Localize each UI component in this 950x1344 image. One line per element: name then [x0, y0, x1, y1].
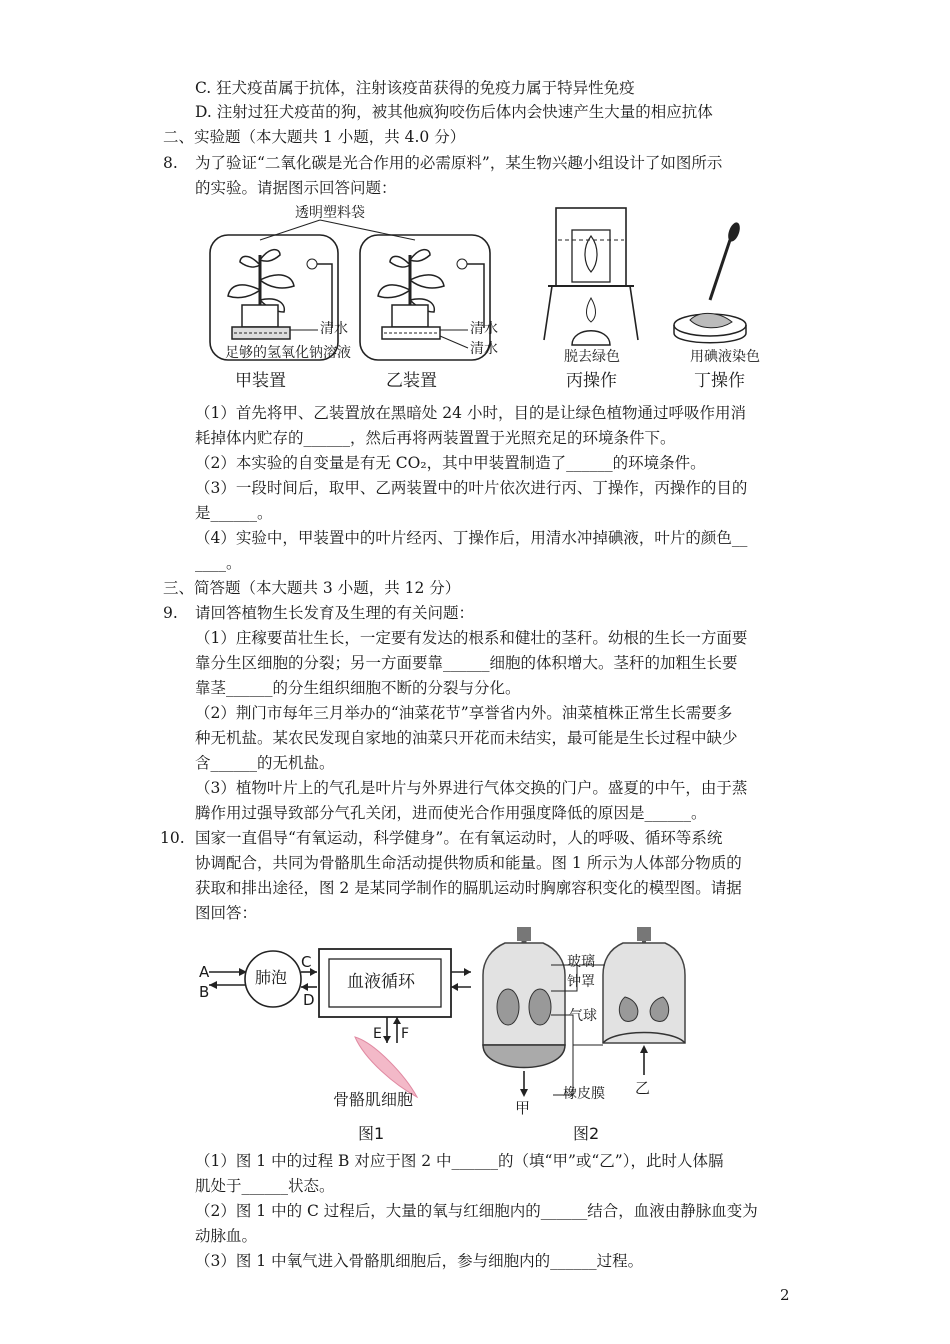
section-2-heading: 二、实验题（本大题共 1 小题，共 4.0 分） [163, 128, 466, 146]
q9-part2-cont2: 含______的无机盐。 [195, 754, 335, 772]
rubber-label: 橡皮膜 [563, 1086, 605, 1102]
water-label-3: 清水 [470, 341, 498, 357]
question-10-stem: 国家一直倡导“有氧运动，科学健身”。在有氧运动时，人的呼吸、循环等系统 [195, 829, 723, 847]
question-10-stem-cont3: 图回答： [195, 904, 258, 922]
figure-1-diagram [209, 949, 471, 1097]
question-9-number: 9. [163, 604, 178, 622]
q10-part1-cont: 肌处于______状态。 [195, 1177, 335, 1195]
bing-operation [544, 208, 638, 345]
glass-label-1: 玻璃 [567, 954, 595, 970]
circulation-label: 血液循环 [347, 972, 415, 992]
q8-part2: （2）本实验的自变量是有无 CO₂，其中甲装置制造了______的环境条件。 [195, 454, 706, 472]
bag-label: 透明塑料袋 [295, 205, 365, 221]
q9-part1-cont1: 靠分生区细胞的分裂；另一方面要靠______细胞的体积增大。茎秆的加粗生长要 [195, 654, 738, 672]
question-8-number: 8. [163, 154, 178, 172]
q10-part2: （2）图 1 中的 C 过程后，大量的氧与红细胞内的______结合，血液由静脉血变为 [195, 1202, 758, 1220]
water-label-2: 清水 [470, 321, 498, 337]
q9-part3-cont: 腾作用过强导致部分气孔关闭，进而使光合作用强度降低的原因是______。 [195, 804, 707, 822]
figure-1-caption: 图1 [358, 1124, 385, 1143]
option-d: D. 注射过狂犬疫苗的狗，被其他疯狗咬伤后体内会快速产生大量的相应抗体 [195, 103, 713, 121]
label-b: B [199, 983, 210, 1001]
q10-part3: （3）图 1 中氧气进入骨骼肌细胞后，参与细胞内的______过程。 [195, 1252, 644, 1270]
caption-jia: 甲装置 [235, 371, 286, 391]
question-10-number: 10. [160, 829, 185, 847]
label-c: C [301, 953, 312, 971]
q8-part1-cont: 耗掉体内贮存的______，然后再将两装置置于光照充足的环境条件下。 [195, 429, 676, 447]
ding-operation [674, 221, 746, 343]
balloon-label: 气球 [569, 1008, 597, 1024]
section-3-heading: 三、简答题（本大题共 3 小题，共 12 分） [163, 579, 461, 597]
water-label-1: 清水 [320, 321, 348, 337]
label-d: D [303, 991, 315, 1009]
q8-part3-cont: 是______。 [195, 504, 273, 522]
q9-part1-cont2: 靠茎______的分生组织细胞不断的分裂与分化。 [195, 679, 521, 697]
label-f: F [401, 1026, 410, 1042]
label-yi: 乙 [635, 1079, 651, 1097]
caption-yi: 乙装置 [386, 371, 437, 391]
q9-part2-cont1: 种无机盐。某农民发现自家地的油菜只开花而未结实，最可能是生长过程中缺少 [195, 729, 738, 747]
q8-part3: （3）一段时间后，取甲、乙两装置中的叶片依次进行丙、丁操作，丙操作的目的 [195, 479, 748, 497]
question-8-stem-cont: 的实验。请据图示回答问题： [195, 179, 397, 197]
figure-2-caption: 图2 [573, 1124, 600, 1143]
q8-part4: （4）实验中，甲装置中的叶片经丙、丁操作后，用清水冲掉碘液，叶片的颜色__ [195, 529, 748, 547]
q10-part1: （1）图 1 中的过程 B 对应于图 2 中______的（填“甲”或“乙”），此时人体膈 [195, 1152, 724, 1170]
q8-part4-cont: ____。 [195, 554, 242, 572]
caption-bing: 丙操作 [566, 371, 617, 391]
option-c: C. 狂犬疫苗属于抗体，注射该疫苗获得的免疫力属于特异性免疫 [195, 79, 635, 97]
label-jia: 甲 [515, 1099, 531, 1117]
page-number: 2 [780, 1286, 790, 1304]
naoh-label: 足够的氢氧化钠溶液 [225, 345, 351, 361]
muscle-cell-label: 骨骼肌细胞 [333, 1090, 414, 1109]
question-10-stem-cont1: 协调配合，共同为骨骼肌生命活动提供物质和能量。图 1 所示为人体部分物质的 [195, 854, 742, 872]
question-9-stem: 请回答植物生长发育及生理的有关问题： [195, 604, 475, 622]
label-e: E [373, 1026, 382, 1042]
q10-part2-cont: 动脉血。 [195, 1227, 258, 1245]
ding-op-label: 用碘液染色 [690, 349, 760, 365]
q8-part1: （1）首先将甲、乙装置放在黑暗处 24 小时，目的是让绿色植物通过呼吸作用消 [195, 404, 746, 422]
alveolus-label: 肺泡 [255, 968, 288, 987]
glass-label-2: 钟罩 [567, 974, 595, 990]
caption-ding: 丁操作 [694, 371, 745, 391]
label-a: A [199, 963, 210, 981]
q9-part1: （1）庄稼要苗壮生长，一定要有发达的根系和健壮的茎秆。幼根的生长一方面要 [195, 629, 748, 647]
figure-q8 [200, 200, 780, 400]
question-8-stem: 为了验证“二氧化碳是光合作用的必需原料”，某生物兴趣小组设计了如图所示 [195, 154, 723, 172]
bing-op-label: 脱去绿色 [564, 349, 620, 365]
question-10-stem-cont2: 获取和排出途径，图 2 是某同学制作的膈肌运动时胸廓容积变化的模型图。请据 [195, 879, 742, 897]
q9-part3: （3）植物叶片上的气孔是叶片与外界进行气体交换的门户。盛夏的中午，由于蒸 [195, 779, 748, 797]
figure-q10 [195, 925, 755, 1150]
q9-part2: （2）荆门市每年三月举办的“油菜花节”享誉省内外。油菜植株正常生长需要多 [195, 704, 733, 722]
